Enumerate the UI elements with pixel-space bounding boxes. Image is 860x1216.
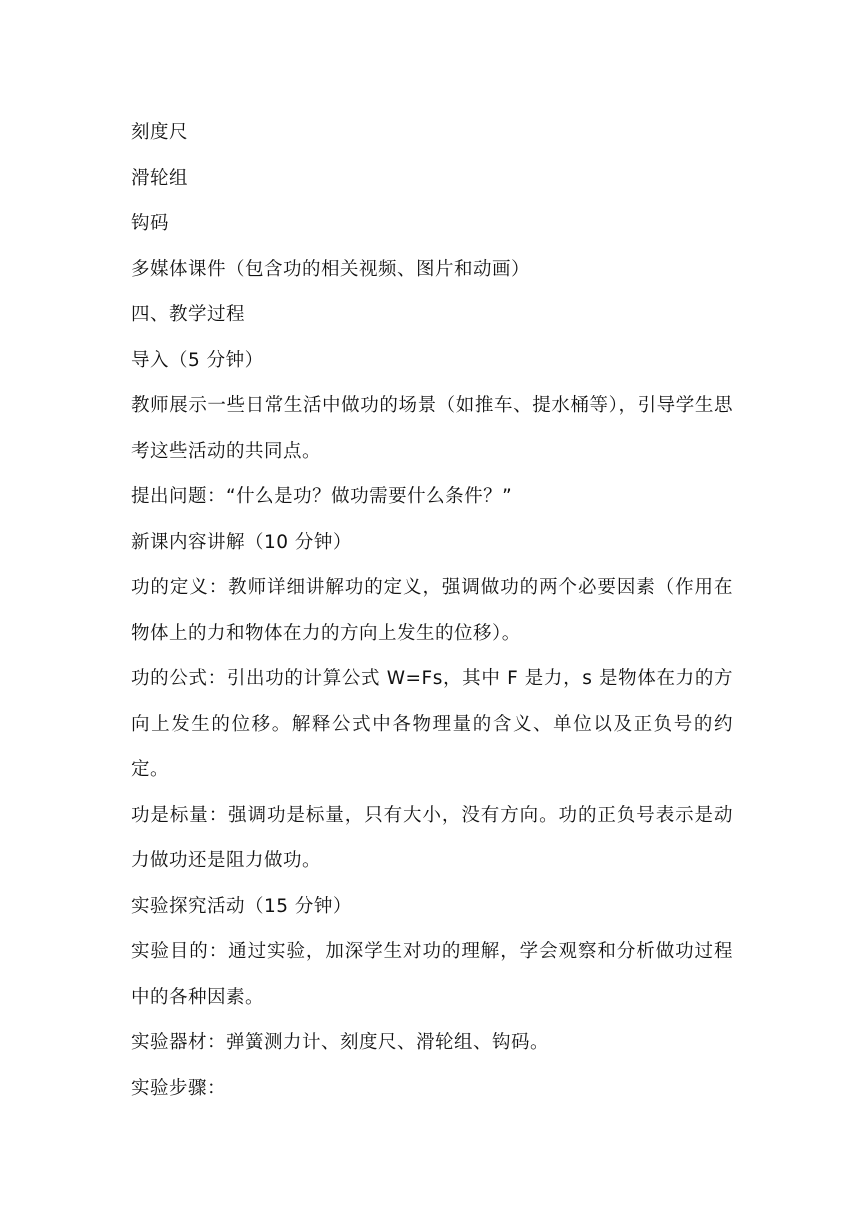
paragraph-scalar: 功是标量：强调功是标量，只有大小，没有方向。功的正负号表示是动力做功还是阻力做功。 <box>131 804 733 871</box>
list-item-ruler: 刻度尺 <box>131 122 189 143</box>
document-body <box>131 110 733 1111</box>
list-item-multimedia: 多媒体课件（包含功的相关视频、图片和动画） <box>131 258 531 280</box>
paragraph-experiment-purpose: 实验目的：通过实验，加深学生对功的理解，学会观察和分析做功过程中的各种因素。 <box>131 941 733 1008</box>
paragraph-question: 提出问题：“什么是功？做功需要什么条件？” <box>131 486 513 507</box>
subheading-experiment: 实验探究活动（15 分钟） <box>131 895 352 917</box>
list-item-pulley: 滑轮组 <box>131 167 189 189</box>
paragraph-experiment-steps: 实验步骤： <box>131 1077 227 1099</box>
paragraph-experiment-equipment: 实验器材：弹簧测力计、刻度尺、滑轮组、钩码。 <box>131 1032 550 1053</box>
paragraph-introduction-scenes: 教师展示一些日常生活中做功的场景（如推车、提水桶等），引导学生思考这些活动的共同点。 <box>131 395 733 462</box>
paragraph-formula: 功的公式：引出功的计算公式 W=Fs，其中 F 是力，s 是物体在力的方向上发生的位移。解释公式中各物理量的含义、单位以及正负号的约定。 <box>131 668 733 780</box>
paragraph-definition: 功的定义：教师详细讲解功的定义，强调做功的两个必要因素（作用在物体上的力和物体在力的方向上发生的位移）。 <box>131 577 733 644</box>
subheading-new-lesson: 新课内容讲解（10 分钟） <box>131 531 352 553</box>
section-heading-teaching-process: 四、教学过程 <box>131 304 246 325</box>
list-item-weights: 钩码 <box>131 213 170 234</box>
subheading-introduction: 导入（5 分钟） <box>131 349 264 371</box>
